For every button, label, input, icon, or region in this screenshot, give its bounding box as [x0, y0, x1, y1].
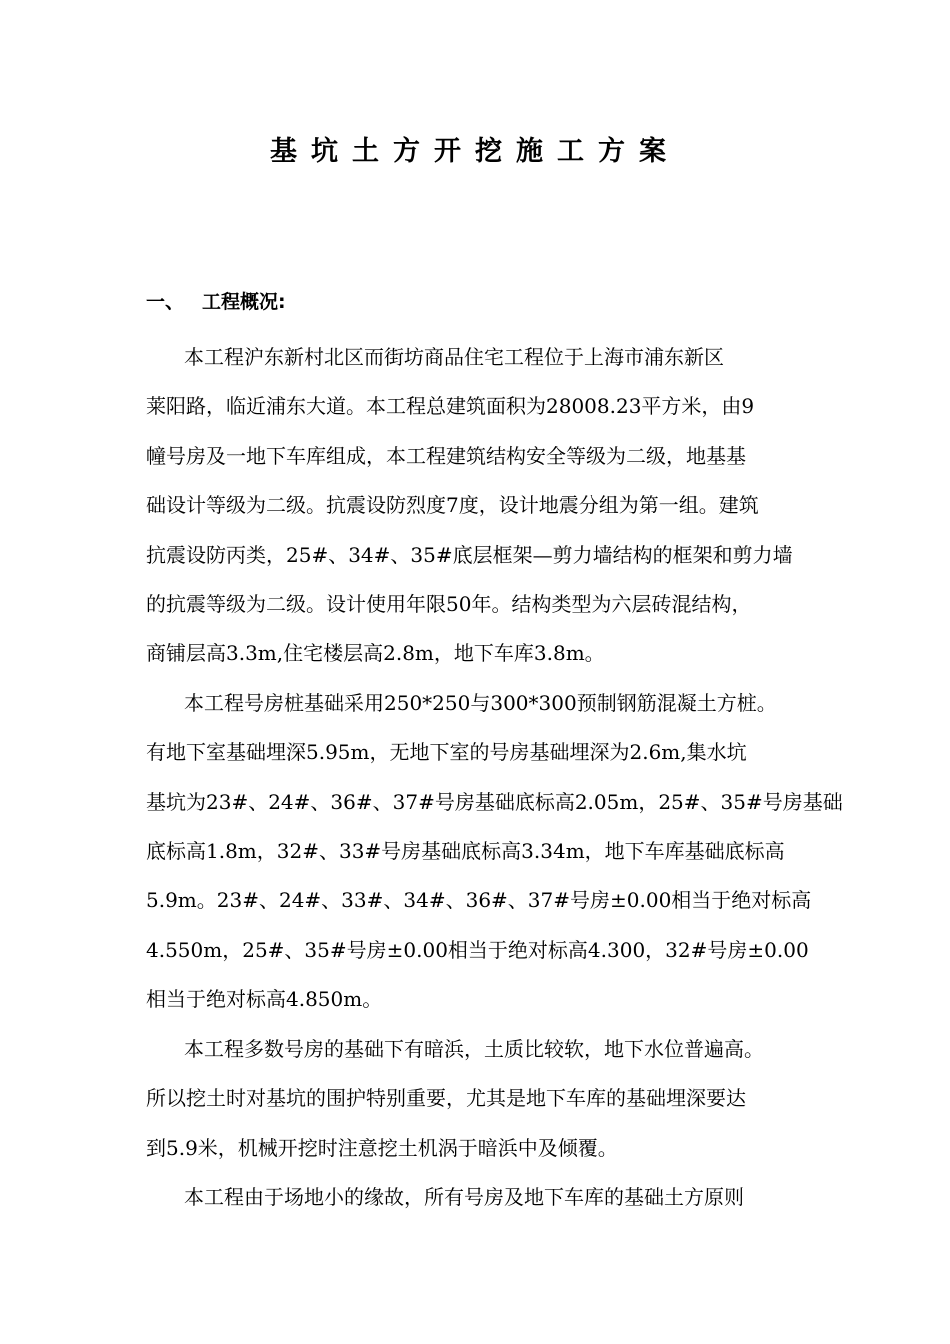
text-line: 4.550m，25#、35#号房±0.00相当于绝对标高4.300，32#号房±0.00	[146, 937, 809, 962]
text-line: 商铺层高3.3m,住宅楼层高2.8m，地下车库3.8m。	[146, 641, 605, 666]
text-line: 本工程由于场地小的缘故，所有号房及地下车库的基础土方原则	[184, 1184, 744, 1209]
paragraph	[146, 1173, 810, 1222]
text-line: 所以挖土时对基坑的围护特别重要，尤其是地下车库的基础埋深要达	[146, 1086, 746, 1111]
text-line: 到5.9米，机械开挖时注意挖土机涡于暗浜中及倾覆。	[146, 1135, 618, 1160]
body-text	[146, 333, 843, 1222]
paragraph	[146, 679, 843, 1025]
text-line: 基坑为23#、24#、36#、37#号房基础底标高2.05m，25#、35#号房基础	[146, 789, 843, 814]
text-line: 5.9m。23#、24#、33#、34#、36#、37#号房±0.00相当于绝对标高	[146, 888, 812, 913]
text-line: 底标高1.8m，32#、33#号房基础底标高3.34m，地下车库基础底标高	[146, 839, 785, 864]
text-line: 相当于绝对标高4.850m。	[146, 987, 383, 1012]
text-line: 有地下室基础埋深5.95m，无地下室的号房基础埋深为2.6m,集水坑	[146, 740, 747, 765]
text-line: 的抗震等级为二级。设计使用年限50年。结构类型为六层砖混结构，	[146, 592, 752, 617]
text-line: 幢号房及一地下车库组成，本工程建筑结构安全等级为二级，地基基	[146, 443, 746, 468]
text-line: 础设计等级为二级。抗震设防烈度7度，设计地震分组为第一组。建筑	[146, 493, 759, 518]
text-line: 抗震设防丙类，25#、34#、35#底层框架—剪力墙结构的框架和剪力墙	[146, 542, 793, 567]
section-heading	[146, 288, 286, 316]
text-line: 本工程号房桩基础采用250*250与300*300预制钢筋混凝土方桩。	[184, 690, 777, 715]
section-title: 工程概况:	[202, 291, 286, 313]
paragraph	[146, 1025, 810, 1173]
text-line: 本工程沪东新村北区而街坊商品住宅工程位于上海市浦东新区	[184, 345, 724, 369]
document-title: 基坑土方开挖施工方案	[270, 136, 680, 167]
section-number: 一、	[146, 291, 185, 313]
text-line: 莱阳路，临近浦东大道。本工程总建筑面积为28008.23平方米，由9	[146, 394, 755, 419]
text-line: 本工程多数号房的基础下有暗浜，土质比较软，地下水位普遍高。	[184, 1036, 764, 1061]
paragraph	[146, 333, 810, 679]
